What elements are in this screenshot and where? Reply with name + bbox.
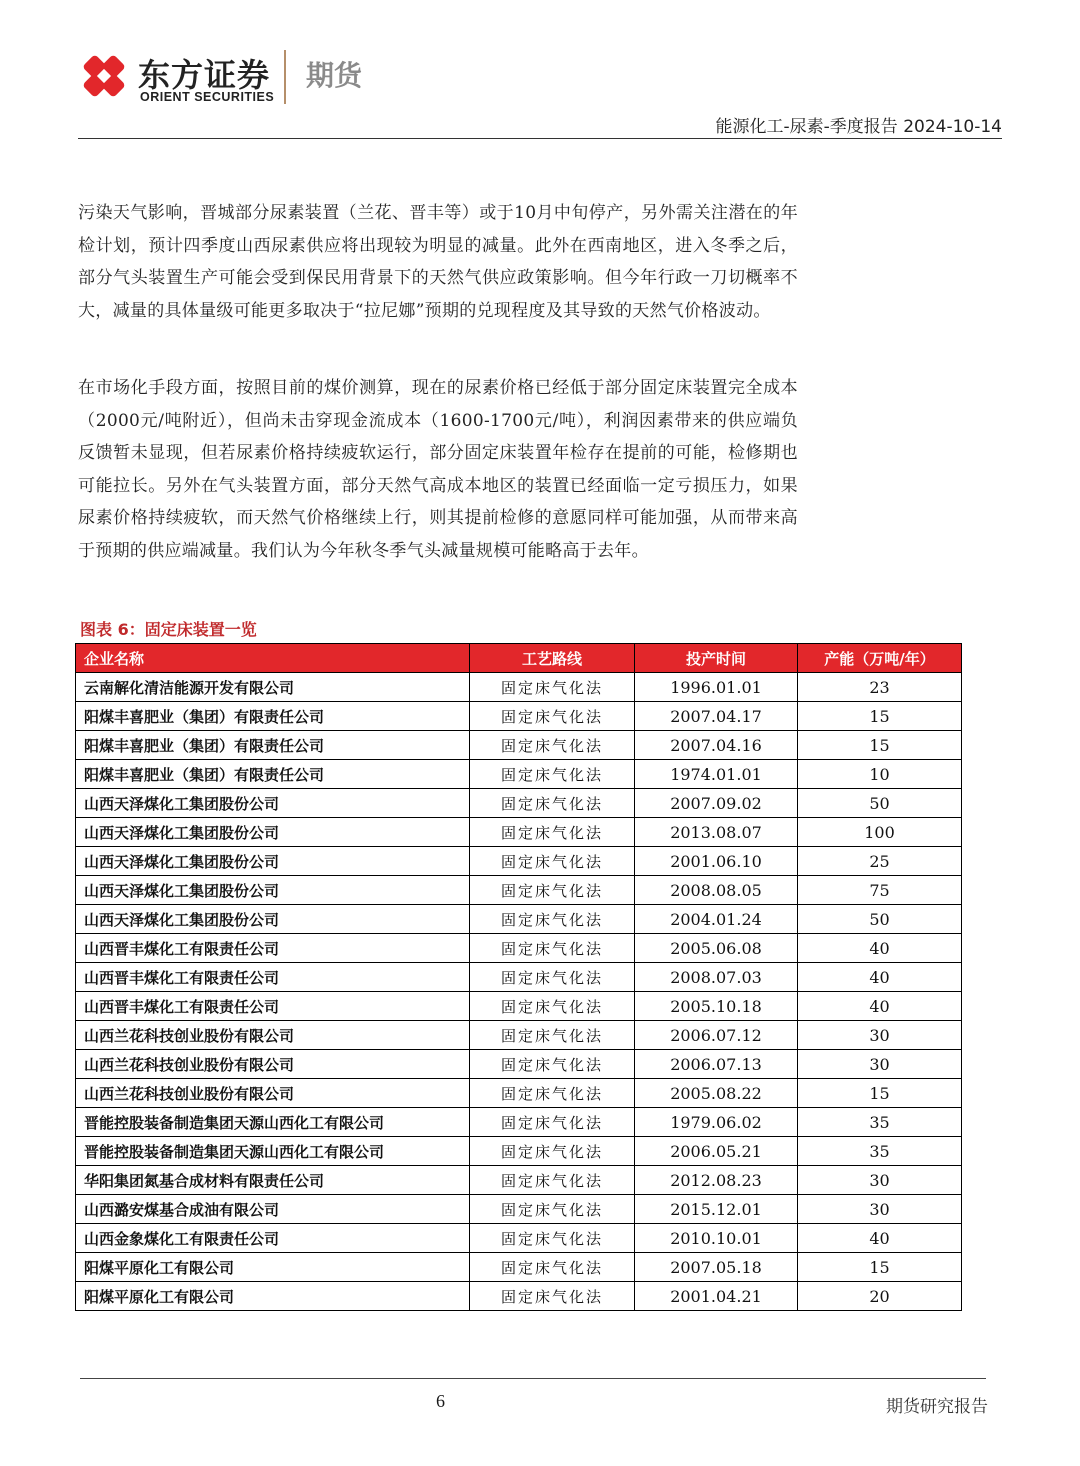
cell-capacity: 30 <box>798 1195 962 1224</box>
cell-capacity: 35 <box>798 1137 962 1166</box>
cell-start-date: 1996.01.01 <box>635 673 798 702</box>
cell-company: 晋能控股装备制造集团天源山西化工有限公司 <box>76 1137 470 1166</box>
table-row <box>76 702 962 731</box>
table-row <box>76 992 962 1021</box>
cell-process: 固定床气化法 <box>470 1224 635 1253</box>
cell-process: 固定床气化法 <box>470 1166 635 1195</box>
cell-start-date: 2007.04.16 <box>635 731 798 760</box>
page-number: 6 <box>436 1391 445 1411</box>
cell-start-date: 2007.09.02 <box>635 789 798 818</box>
cell-start-date: 1979.06.02 <box>635 1108 798 1137</box>
table-body <box>76 673 962 1311</box>
cell-capacity: 100 <box>798 818 962 847</box>
cell-start-date: 2008.08.05 <box>635 876 798 905</box>
cell-start-date: 2006.07.12 <box>635 1021 798 1050</box>
logo-divider <box>284 50 286 104</box>
cell-company: 山西晋丰煤化工有限责任公司 <box>76 963 470 992</box>
cell-company: 山西兰花科技创业股份有限公司 <box>76 1021 470 1050</box>
cell-company: 阳煤平原化工有限公司 <box>76 1282 470 1311</box>
cell-capacity: 15 <box>798 702 962 731</box>
cell-process: 固定床气化法 <box>470 1195 635 1224</box>
table-row <box>76 789 962 818</box>
cell-company: 山西天泽煤化工集团股份公司 <box>76 905 470 934</box>
cell-capacity: 30 <box>798 1166 962 1195</box>
report-title: 能源化工-尿素-季度报告 2024-10-14 <box>715 117 1002 137</box>
cell-start-date: 2005.10.18 <box>635 992 798 1021</box>
body-paragraph-2: 在市场化手段方面，按照目前的煤价测算，现在的尿素价格已经低于部分固定床装置完全成本（2000元/吨附近），但尚未击穿现金流成本（1600-1700元/吨），利润因素带来的供应端负反馈暂未显现，但若尿素价格持续疲软运行，部分固定床装置年检存在提前的可能，检修期也可能拉长。另外在气头装置方面，部分天然气高成本地区的装置已经面临一定亏损压力，如果尿素价格持续疲软，而天然气价格继续上行，则其提前检修的意愿同样可能加强，从而带来高于预期的供应端减量。我们认为今年秋冬季气头减量规模可能略高于去年。 <box>78 378 798 561</box>
cell-process: 固定床气化法 <box>470 1282 635 1311</box>
cell-capacity: 20 <box>798 1282 962 1311</box>
cell-capacity: 40 <box>798 992 962 1021</box>
cell-capacity: 15 <box>798 1253 962 1282</box>
cell-company: 山西晋丰煤化工有限责任公司 <box>76 934 470 963</box>
cell-start-date: 2006.05.21 <box>635 1137 798 1166</box>
cell-process: 固定床气化法 <box>470 731 635 760</box>
cell-company: 山西兰花科技创业股份有限公司 <box>76 1050 470 1079</box>
table-row <box>76 1108 962 1137</box>
cell-process: 固定床气化法 <box>470 1108 635 1137</box>
cell-start-date: 2004.01.24 <box>635 905 798 934</box>
cell-capacity: 50 <box>798 905 962 934</box>
cell-company: 山西天泽煤化工集团股份公司 <box>76 789 470 818</box>
table-row <box>76 1253 962 1282</box>
cell-capacity: 15 <box>798 731 962 760</box>
cell-capacity: 15 <box>798 1079 962 1108</box>
table-row <box>76 818 962 847</box>
cell-company: 阳煤丰喜肥业（集团）有限责任公司 <box>76 760 470 789</box>
cell-company: 山西潞安煤基合成油有限公司 <box>76 1195 470 1224</box>
footer-label: 期货研究报告 <box>886 1397 988 1417</box>
cell-company: 山西兰花科技创业股份有限公司 <box>76 1079 470 1108</box>
column-header-start-date: 投产时间 <box>635 644 798 673</box>
cell-start-date: 2010.10.01 <box>635 1224 798 1253</box>
cell-company: 云南解化清洁能源开发有限公司 <box>76 673 470 702</box>
table-row <box>76 1224 962 1253</box>
table-row <box>76 963 962 992</box>
orient-securities-logo-icon <box>78 48 130 104</box>
table-row <box>76 1137 962 1166</box>
cell-company: 阳煤平原化工有限公司 <box>76 1253 470 1282</box>
cell-process: 固定床气化法 <box>470 1079 635 1108</box>
cell-start-date: 2012.08.23 <box>635 1166 798 1195</box>
cell-process: 固定床气化法 <box>470 760 635 789</box>
cell-company: 山西天泽煤化工集团股份公司 <box>76 847 470 876</box>
table-row <box>76 1195 962 1224</box>
cell-process: 固定床气化法 <box>470 673 635 702</box>
cell-start-date: 2005.08.22 <box>635 1079 798 1108</box>
column-header-process: 工艺路线 <box>470 644 635 673</box>
cell-company: 阳煤丰喜肥业（集团）有限责任公司 <box>76 702 470 731</box>
cell-capacity: 25 <box>798 847 962 876</box>
cell-company: 山西金象煤化工有限责任公司 <box>76 1224 470 1253</box>
cell-capacity: 40 <box>798 934 962 963</box>
cell-capacity: 30 <box>798 1050 962 1079</box>
cell-company: 阳煤丰喜肥业（集团）有限责任公司 <box>76 731 470 760</box>
cell-process: 固定床气化法 <box>470 876 635 905</box>
page-header <box>78 44 1002 136</box>
fixed-bed-units-table <box>75 643 962 1311</box>
cell-capacity: 50 <box>798 789 962 818</box>
cell-process: 固定床气化法 <box>470 905 635 934</box>
table-row <box>76 1050 962 1079</box>
cell-start-date: 2007.05.18 <box>635 1253 798 1282</box>
table-row <box>76 905 962 934</box>
cell-start-date: 2001.06.10 <box>635 847 798 876</box>
cell-company: 山西天泽煤化工集团股份公司 <box>76 876 470 905</box>
cell-company: 山西天泽煤化工集团股份公司 <box>76 818 470 847</box>
cell-start-date: 1974.01.01 <box>635 760 798 789</box>
cell-process: 固定床气化法 <box>470 1137 635 1166</box>
table-header-row <box>76 644 962 673</box>
brand-name-cn: 东方证券 <box>138 56 271 94</box>
table-row <box>76 876 962 905</box>
column-header-company: 企业名称 <box>76 644 470 673</box>
cell-capacity: 35 <box>798 1108 962 1137</box>
cell-process: 固定床气化法 <box>470 934 635 963</box>
cell-capacity: 75 <box>798 876 962 905</box>
cell-capacity: 30 <box>798 1021 962 1050</box>
table-row <box>76 1166 962 1195</box>
cell-process: 固定床气化法 <box>470 818 635 847</box>
cell-process: 固定床气化法 <box>470 1021 635 1050</box>
cell-start-date: 2015.12.01 <box>635 1195 798 1224</box>
cell-process: 固定床气化法 <box>470 702 635 731</box>
table-row <box>76 1079 962 1108</box>
brand-name-en: ORIENT SECURITIES <box>140 90 275 104</box>
column-header-capacity: 产能（万吨/年） <box>798 644 962 673</box>
cell-start-date: 2008.07.03 <box>635 963 798 992</box>
futures-label: 期货 <box>306 59 363 92</box>
cell-start-date: 2005.06.08 <box>635 934 798 963</box>
header-rule <box>78 138 1002 139</box>
cell-start-date: 2007.04.17 <box>635 702 798 731</box>
cell-capacity: 10 <box>798 760 962 789</box>
cell-process: 固定床气化法 <box>470 1253 635 1282</box>
cell-company: 晋能控股装备制造集团天源山西化工有限公司 <box>76 1108 470 1137</box>
cell-process: 固定床气化法 <box>470 963 635 992</box>
footer-rule <box>80 1378 986 1379</box>
figure-title: 图表 6：固定床装置一览 <box>80 620 257 639</box>
table-row <box>76 1021 962 1050</box>
cell-capacity: 40 <box>798 1224 962 1253</box>
cell-process: 固定床气化法 <box>470 789 635 818</box>
table-row <box>76 934 962 963</box>
table-row <box>76 847 962 876</box>
cell-process: 固定床气化法 <box>470 1050 635 1079</box>
cell-start-date: 2001.04.21 <box>635 1282 798 1311</box>
table-row <box>76 760 962 789</box>
cell-company: 华阳集团氮基合成材料有限责任公司 <box>76 1166 470 1195</box>
cell-capacity: 23 <box>798 673 962 702</box>
cell-company: 山西晋丰煤化工有限责任公司 <box>76 992 470 1021</box>
cell-process: 固定床气化法 <box>470 992 635 1021</box>
cell-capacity: 40 <box>798 963 962 992</box>
cell-process: 固定床气化法 <box>470 847 635 876</box>
cell-start-date: 2006.07.13 <box>635 1050 798 1079</box>
cell-start-date: 2013.08.07 <box>635 818 798 847</box>
table-row <box>76 731 962 760</box>
body-paragraph-1: 污染天气影响，晋城部分尿素装置（兰花、晋丰等）或于10月中旬停产，另外需关注潜在的年检计划，预计四季度山西尿素供应将出现较为明显的减量。此外在西南地区，进入冬季之后，部分气头装置生产可能会受到保民用背景下的天然气供应政策影响。但今年行政一刀切概率不大，减量的具体量级可能更多取决于“拉尼娜”预期的兑现程度及其导致的天然气价格波动。 <box>78 203 798 321</box>
table-row <box>76 1282 962 1311</box>
table-row <box>76 673 962 702</box>
